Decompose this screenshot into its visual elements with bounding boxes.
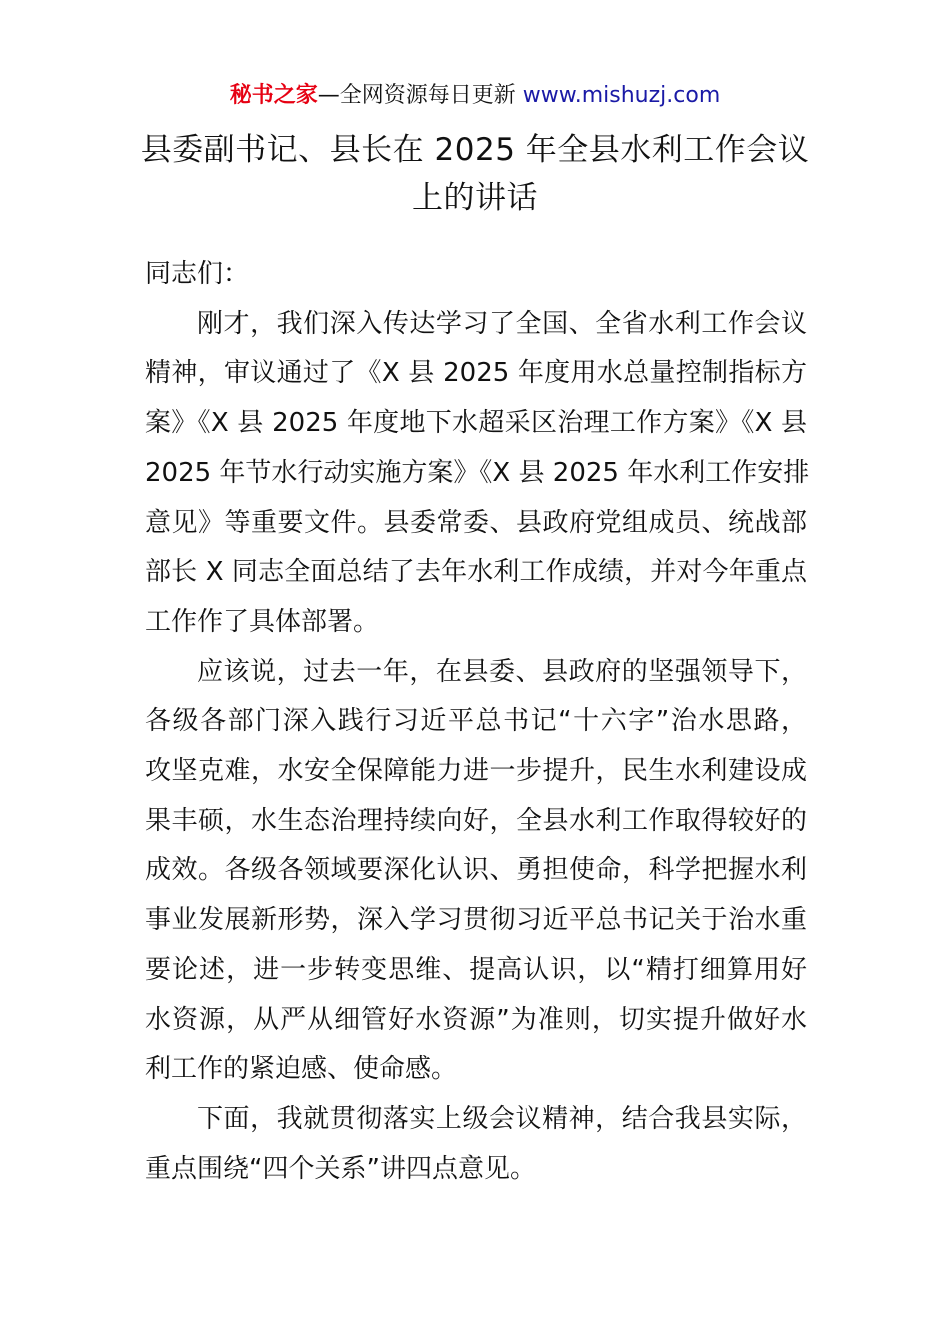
paragraph-line: 攻坚克难，水安全保障能力进一步提升，民生水利建设成 <box>145 756 807 787</box>
paragraph <box>145 648 807 1095</box>
paragraph-line: 水资源，从严从细管好水资源”为准则，切实提升做好水 <box>145 1004 807 1035</box>
paragraph-line: 意见》等重要文件。县委常委、县政府党组成员、统战部 <box>145 507 807 538</box>
paragraph <box>145 1095 807 1194</box>
site-url-link[interactable]: www.mishuzj.com <box>522 83 721 108</box>
site-header <box>0 80 950 112</box>
paragraph-line: 工作作了具体部署。 <box>145 606 380 637</box>
paragraph-line: 刚才，我们深入传达学习了全国、全省水利工作会议 <box>197 308 807 339</box>
paragraph-line: 果丰硕，水生态治理持续向好，全县水利工作取得较好的 <box>145 805 807 836</box>
document-title-line-1: 县委副书记、县长在 2025 年全县水利工作会议 <box>140 132 810 168</box>
paragraph-line: 精神，审议通过了《X 县 2025 年度用水总量控制指标方 <box>145 358 807 389</box>
site-brand: 秘书之家 <box>229 83 318 108</box>
paragraph-line: 要论述，进一步转变思维、提高认识，以“精打细算用好 <box>145 954 807 985</box>
paragraph-line: 部长 X 同志全面总结了去年水利工作成绩，并对今年重点 <box>145 557 807 588</box>
paragraph-line: 下面，我就贯彻落实上级会议精神，结合我县实际， <box>197 1103 807 1134</box>
paragraph-line: 成效。各级各领域要深化认识、勇担使命，科学把握水利 <box>145 855 807 886</box>
paragraph-line: 案》《X 县 2025 年度地下水超采区治理工作方案》《X 县 <box>145 408 807 439</box>
document-body <box>145 250 810 1194</box>
paragraph-line: 各级各部门深入践行习近平总书记“十六字”治水思路， <box>145 706 807 737</box>
paragraph-line: 利工作的紧迫感、使命感。 <box>145 1054 458 1085</box>
paragraph-line: 2025 年节水行动实施方案》《X 县 2025 年水利工作安排 <box>145 457 810 488</box>
paragraph-line: 重点围绕“四个关系”讲四点意见。 <box>145 1153 536 1184</box>
paragraph <box>145 300 810 648</box>
paragraph-line: 应该说，过去一年，在县委、县政府的坚强领导下， <box>197 656 807 687</box>
document-title-line-2: 上的讲话 <box>412 180 538 216</box>
document-title <box>120 126 830 222</box>
paragraph-line: 事业发展新形势，深入学习贯彻习近平总书记关于治水重 <box>145 905 807 936</box>
site-tagline: —全网资源每日更新 <box>317 83 523 108</box>
paragraph-list <box>145 300 810 1195</box>
salutation: 同志们： <box>145 259 250 289</box>
